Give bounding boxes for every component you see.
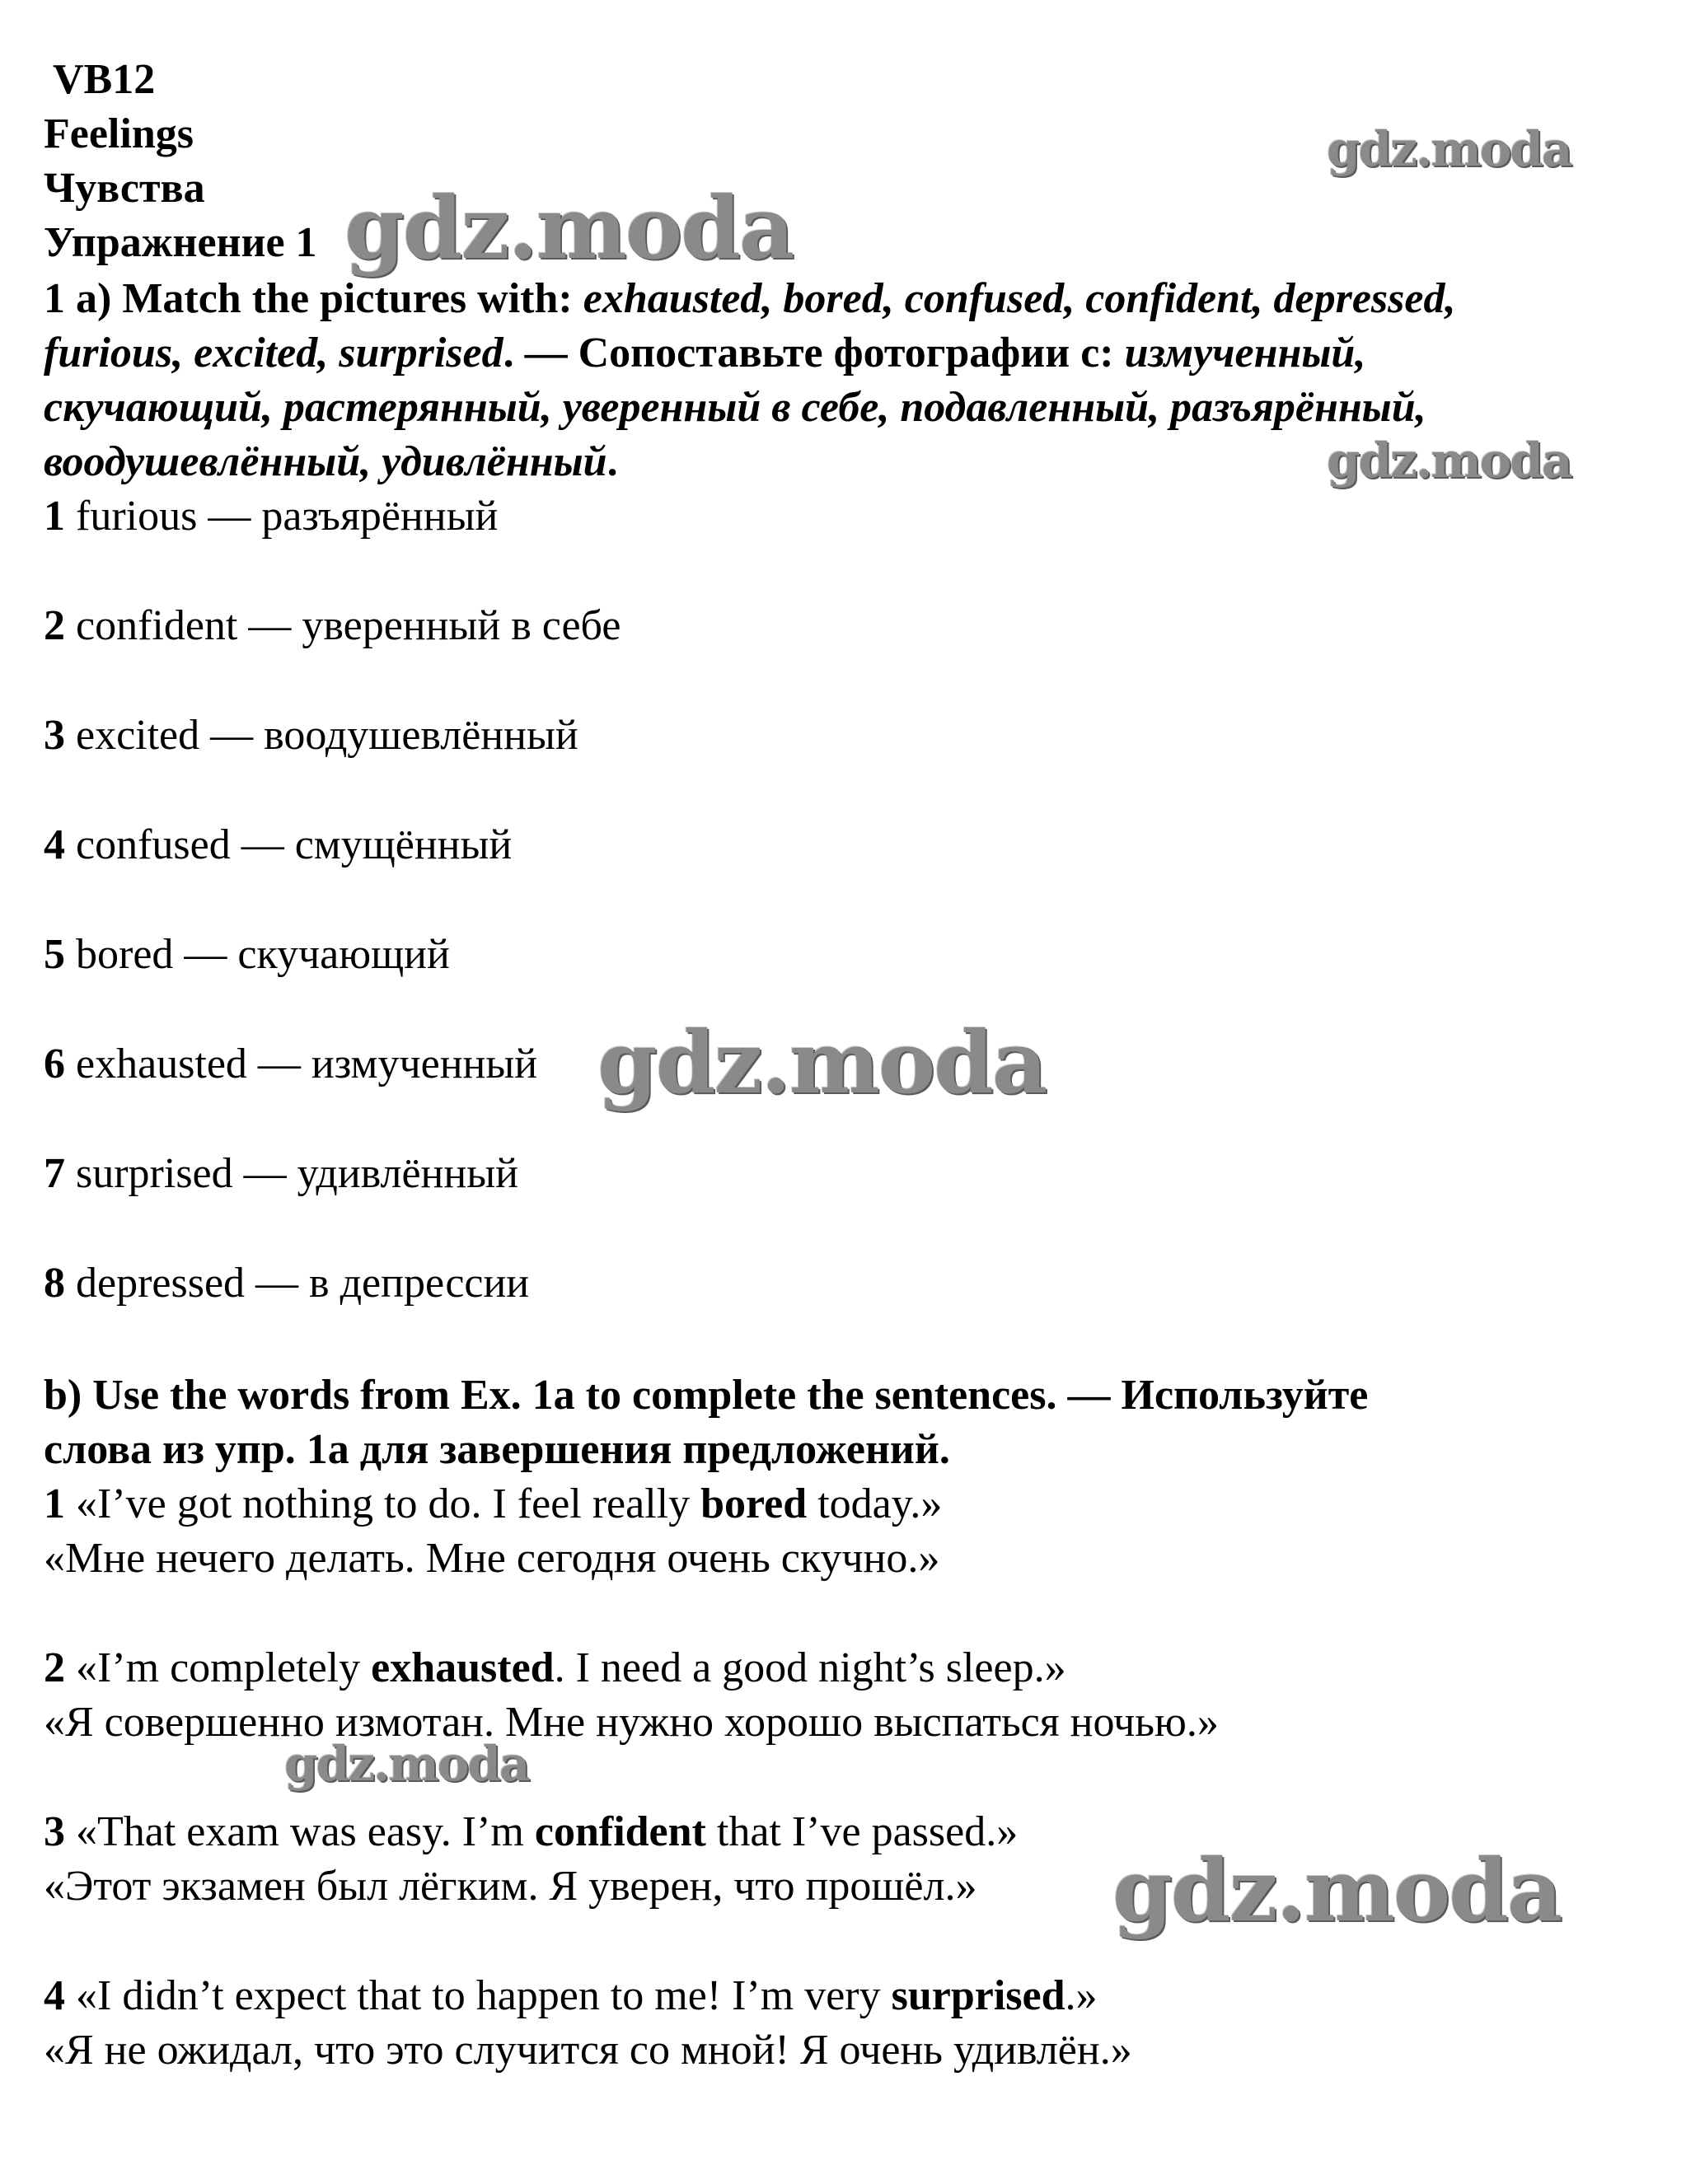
- watermark: gdz.moda: [1327, 121, 1571, 177]
- answer-a-item: 6 exhausted — измученный: [44, 1041, 538, 1087]
- answer-b-translation: «Я не ожидал, что это случится со мной! Я очень удивлён.»: [44, 2027, 1132, 2074]
- answer-a-item: 4 confused — смущённый: [44, 821, 513, 868]
- watermark: gdz.moda: [344, 177, 794, 278]
- page-title-ru: Чувства: [44, 165, 205, 212]
- answer-a-item: 7 surprised — удивлённый: [44, 1150, 518, 1197]
- answer-b-translation: «Мне нечего делать. Мне сегодня очень скучно.»: [44, 1535, 940, 1582]
- answer-b-sentence: 3 «That exam was easy. I’m confident that I’ve passed.»: [44, 1808, 1019, 1855]
- task-a-line-1: 1 a) Match the pictures with: exhausted, bored, confused, confident, depressed,: [44, 275, 1456, 322]
- watermark: gdz.moda: [1327, 433, 1571, 489]
- answer-a-item: 2 confident — уверенный в себе: [44, 602, 621, 649]
- task-b-line-1: b) Use the words from Ex. 1a to complete the sentences. — Используйте: [44, 1372, 1369, 1419]
- task-a-line-2: furious, excited, surprised. — Сопоставьте фотографии с: измученный,: [44, 330, 1366, 376]
- answer-a-item: 5 bored — скучающий: [44, 931, 450, 978]
- section-code: VB12: [53, 56, 156, 103]
- answer-a-item: 1 furious — разъярённый: [44, 493, 499, 540]
- answer-a-item: 8 depressed — в депрессии: [44, 1260, 530, 1307]
- answer-b-translation: «Этот экзамен был лёгким. Я уверен, что прошёл.»: [44, 1863, 977, 1910]
- watermark: gdz.moda: [597, 1012, 1047, 1113]
- page-title-en: Feelings: [44, 110, 194, 157]
- answer-b-sentence: 2 «I’m completely exhausted. I need a good night’s sleep.»: [44, 1644, 1066, 1691]
- answer-b-sentence: 4 «I didn’t expect that to happen to me! I’m very surprised.»: [44, 1972, 1098, 2019]
- watermark: gdz.moda: [1112, 1840, 1562, 1941]
- task-a-line-4: воодушевлённый, удивлённый.: [44, 438, 618, 485]
- answer-b-translation: «Я совершенно измотан. Мне нужно хорошо выспаться ночью.»: [44, 1699, 1219, 1746]
- task-b-line-2: слова из упр. 1a для завершения предложений.: [44, 1426, 950, 1473]
- watermark: gdz.moda: [284, 1736, 529, 1792]
- answer-a-item: 3 excited — воодушевлённый: [44, 712, 578, 759]
- answer-b-sentence: 1 «I’ve got nothing to do. I feel really bored today.»: [44, 1480, 943, 1527]
- task-a-line-3: скучающий, растерянный, уверенный в себе, подавленный, разъярённый,: [44, 384, 1426, 431]
- exercise-label: Упражнение 1: [44, 219, 317, 266]
